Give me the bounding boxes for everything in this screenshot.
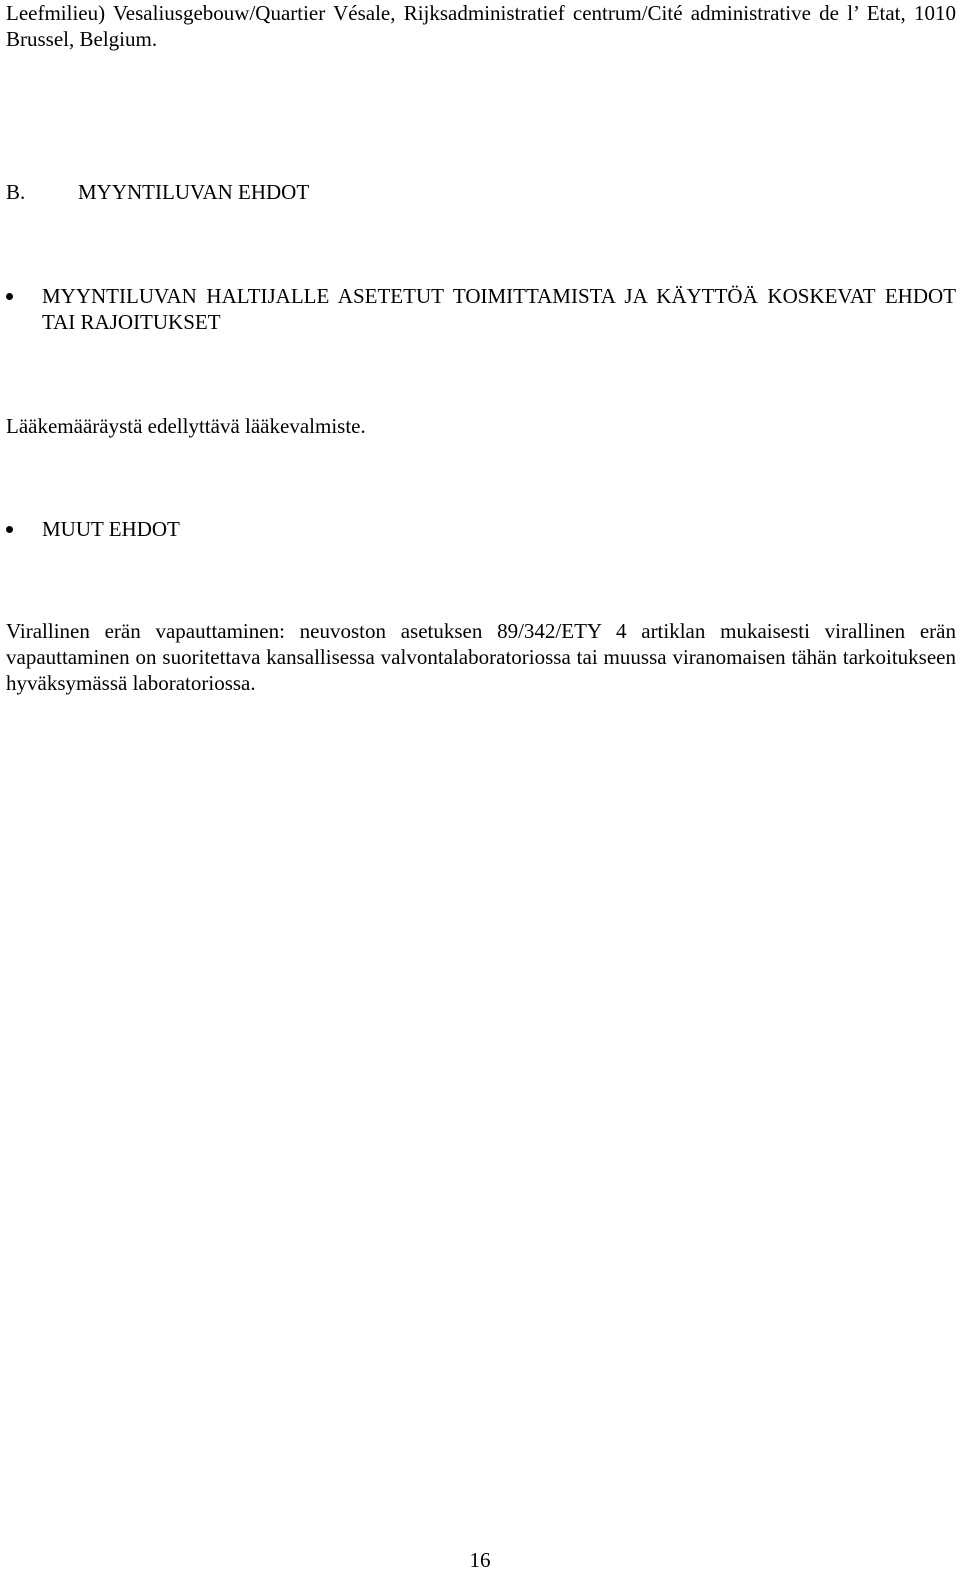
other-conditions-paragraph: Virallinen erän vapauttaminen: neuvoston asetuksen 89/342/ETY 4 artiklan mukaisesti virallinen erän vapauttaminen on suoritettava kansallisessa valvontalaboratoriossa tai muussa viranomaisen tähän tarkoitukseen hyväksymässä laboratoriossa. [6,619,956,695]
restriction-paragraph: Lääkemääräystä edellyttävä lääkevalmiste. [6,414,366,438]
section-heading [6,179,956,205]
address-paragraph: Leefmilieu) Vesaliusgebouw/Quartier Vésale, Rijksadministratief centrum/Cité administrative de l’ Etat, 1010 Brussel, Belgium. [6,1,956,51]
bullet-dot-icon [6,283,42,309]
bullet-item-other-conditions [6,516,956,542]
page-number: 16 [469,1548,491,1572]
bullet-item-supply-conditions [6,283,956,335]
bullet-heading: MYYNTILUVAN HALTIJALLE ASETETUT TOIMITTAMISTA JA KÄYTTÖÄ KOSKEVAT EHDOT TAI RAJOITUKSET [42,284,956,334]
bullet-dot-icon [6,516,42,542]
section-title: MYYNTILUVAN EHDOT [78,180,310,204]
section-letter: B. [6,180,26,204]
bullet-heading: MUUT EHDOT [42,517,180,541]
